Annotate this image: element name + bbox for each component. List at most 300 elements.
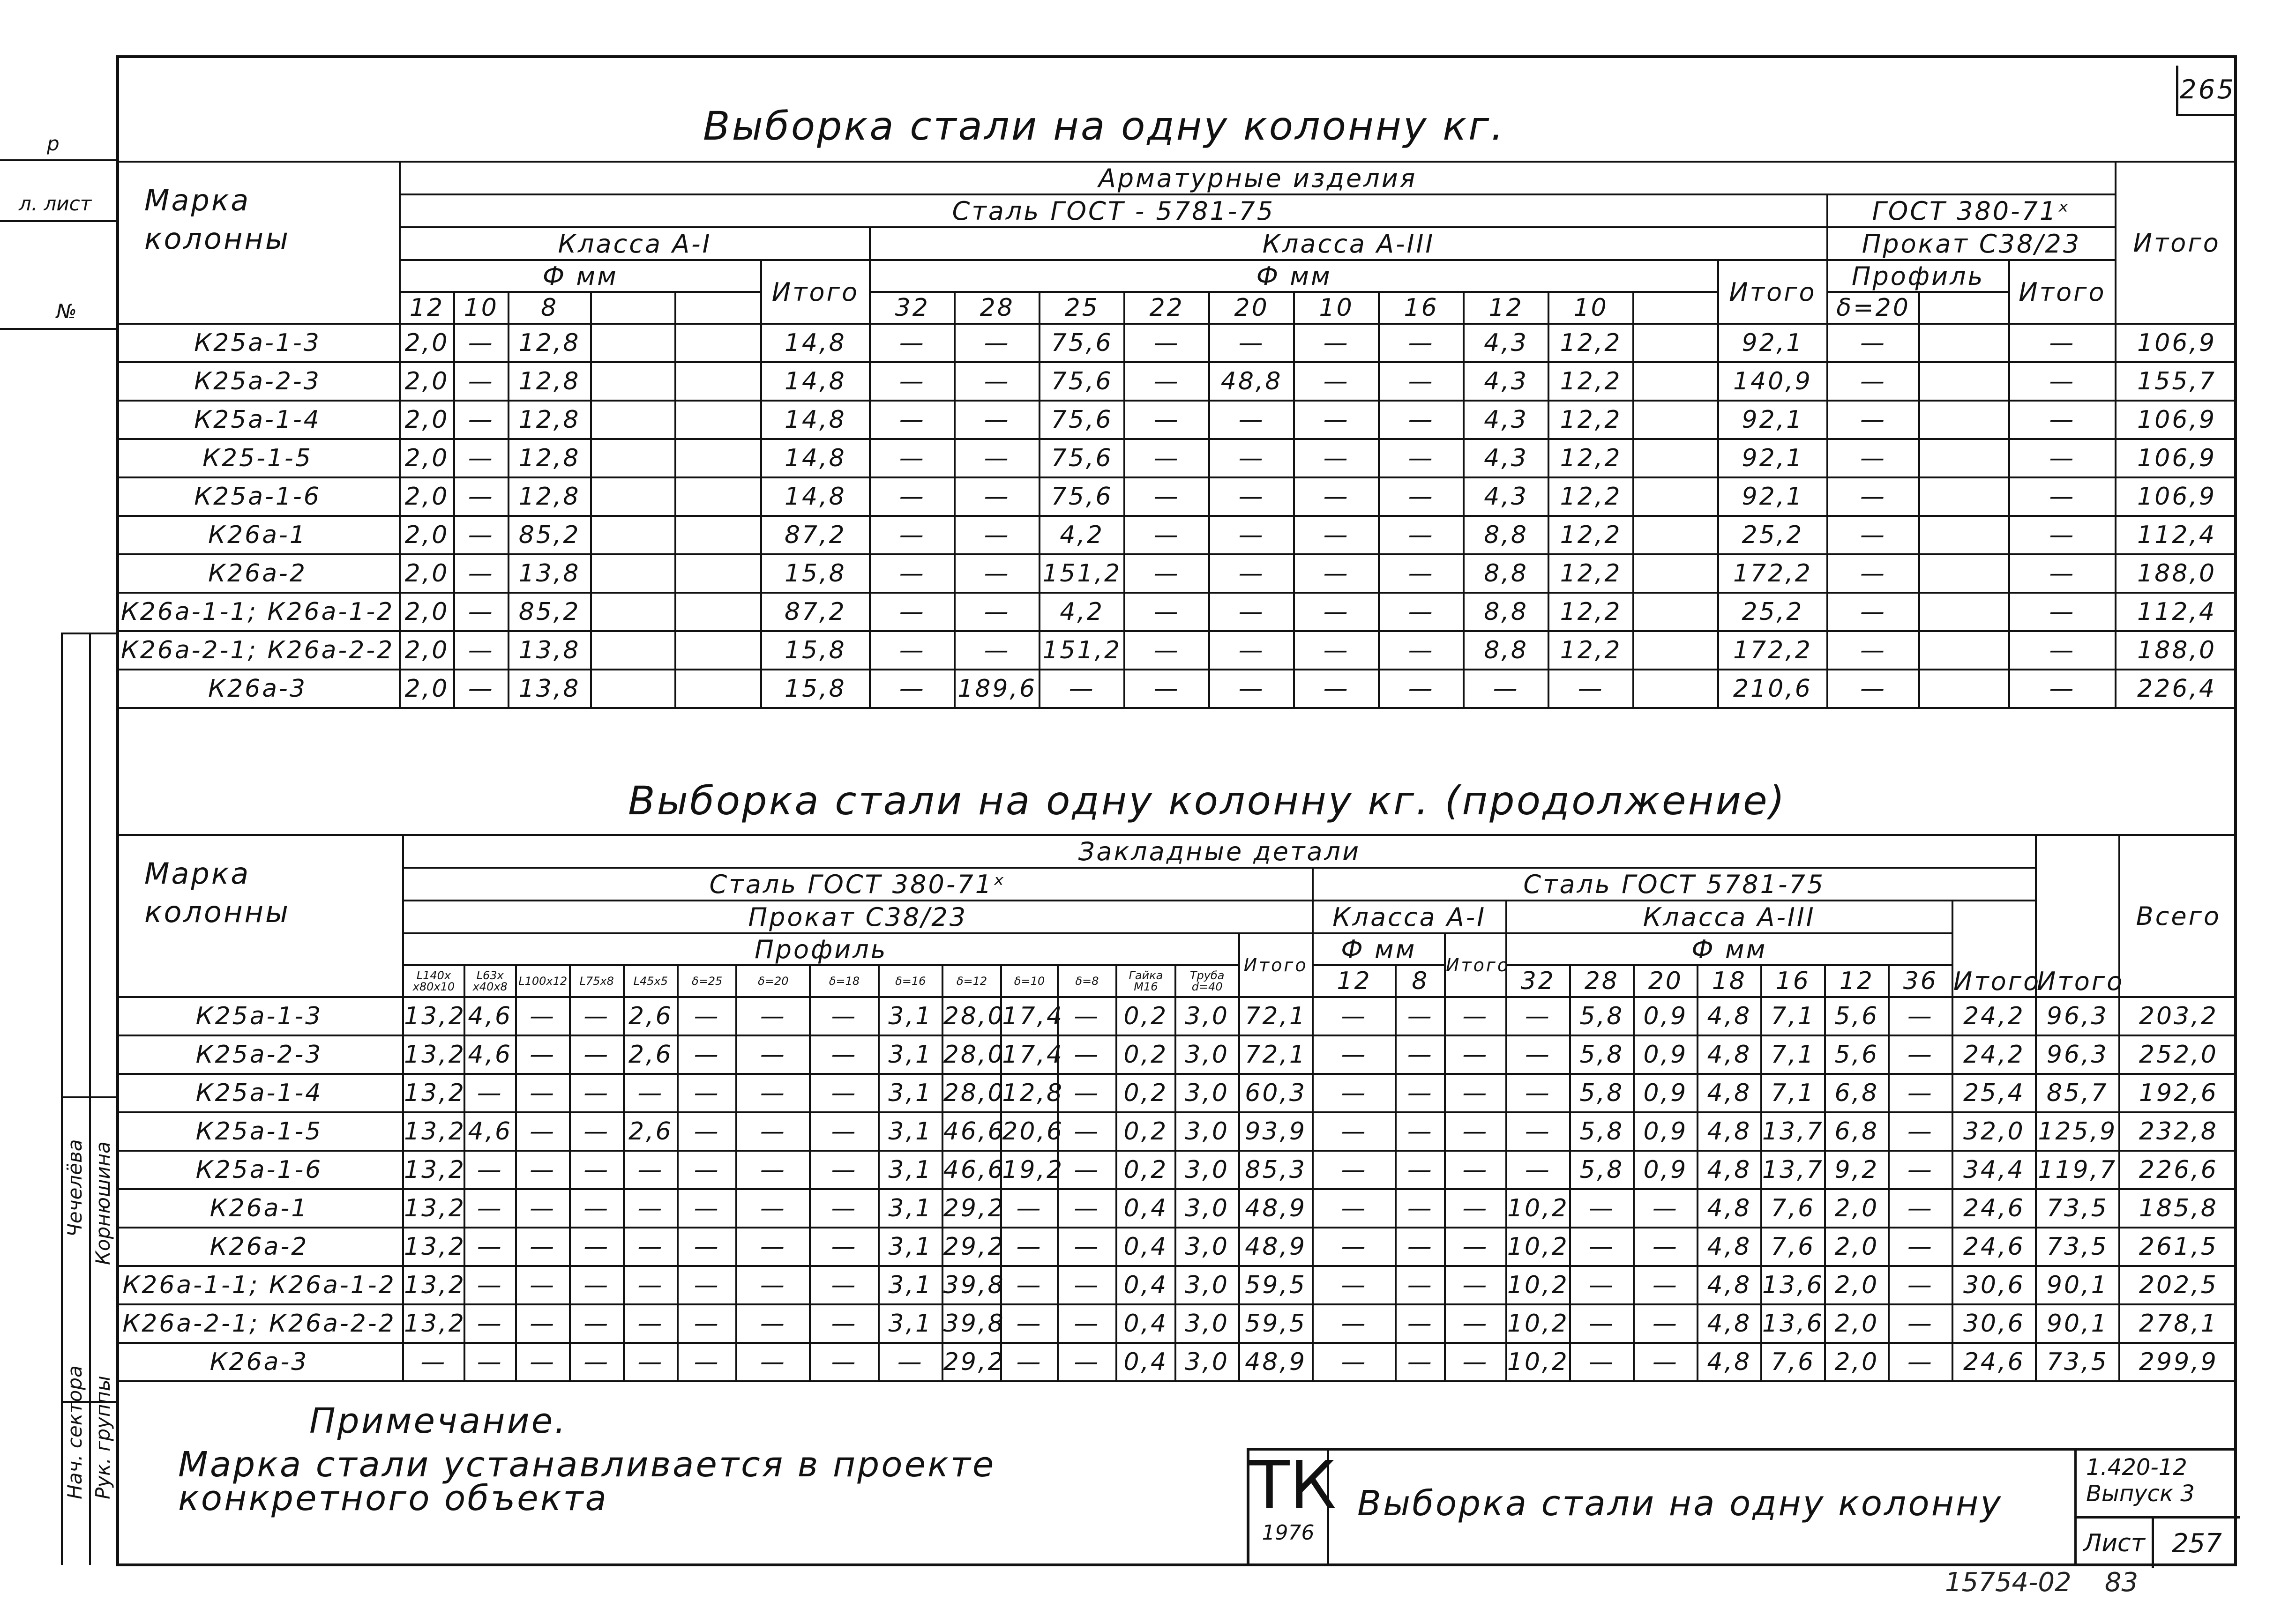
table-cell: 8,8 <box>1464 593 1548 631</box>
table-cell: — <box>810 1343 878 1381</box>
table-cell: 72,1 <box>1239 1035 1313 1074</box>
table-cell: 92,1 <box>1718 477 1827 516</box>
column-mark: К26а-2-1; К26а-2-2 <box>116 1304 403 1343</box>
table-cell: — <box>1313 1151 1396 1189</box>
table-cell: — <box>1379 439 1464 477</box>
table-cell: 24,6 <box>1952 1343 2036 1381</box>
table-cell: — <box>516 1304 570 1343</box>
table-cell: — <box>1313 1343 1396 1381</box>
table-cell: 2,0 <box>400 631 454 670</box>
table-cell: — <box>1445 1189 1506 1228</box>
t1-h-itogo3: Итого <box>1718 260 1827 324</box>
table-cell: 46,6 <box>942 1112 1002 1151</box>
table-cell: — <box>624 1151 678 1189</box>
table-cell: 112,4 <box>2116 516 2237 554</box>
table-cell: 13,2 <box>403 997 464 1035</box>
table-cell: — <box>810 1112 878 1151</box>
table-cell: — <box>1827 401 1920 439</box>
table-cell: — <box>870 401 955 439</box>
table-cell: — <box>1396 1035 1445 1074</box>
table-cell: — <box>570 1112 624 1151</box>
table-cell: — <box>1506 1074 1570 1112</box>
table-cell: — <box>1889 1304 1952 1343</box>
table-cell: — <box>1827 477 1920 516</box>
table-cell: — <box>516 1189 570 1228</box>
table-cell: 2,0 <box>1825 1266 1889 1304</box>
table-cell: — <box>454 362 509 401</box>
table-cell: — <box>1889 1035 1952 1074</box>
table-cell: — <box>1313 997 1396 1035</box>
t2-h-zakl: Закладные детали <box>403 835 2036 868</box>
table-cell: — <box>1570 1343 1634 1381</box>
t1-d-a1: 12 <box>400 292 454 324</box>
t2-d-a3: 18 <box>1698 965 1761 997</box>
table-cell: — <box>1445 1035 1506 1074</box>
table-cell: — <box>810 1151 878 1189</box>
table-cell: 0,9 <box>1634 1035 1698 1074</box>
table-cell: 2,0 <box>1825 1189 1889 1228</box>
table-cell <box>675 554 761 593</box>
t2-h-class1: Класса А-I <box>1313 901 1506 933</box>
t1-d-a3: 10 <box>1548 292 1633 324</box>
table-cell: — <box>454 439 509 477</box>
table1-title: Выборка стали на одну колонну кг. <box>703 103 1505 149</box>
table-cell: — <box>1124 477 1209 516</box>
table-cell: — <box>1889 1189 1952 1228</box>
column-mark: К25а-1-4 <box>116 401 400 439</box>
table-cell: 9,2 <box>1825 1151 1889 1189</box>
table-cell: 3,1 <box>879 1304 942 1343</box>
table-cell: 106,9 <box>2116 324 2237 362</box>
column-mark: К25а-1-4 <box>116 1074 403 1112</box>
table-cell: — <box>1396 1266 1445 1304</box>
table-cell: — <box>464 1343 516 1381</box>
table-cell: — <box>1827 516 1920 554</box>
table-cell: — <box>955 477 1040 516</box>
table-cell: 3,0 <box>1175 1112 1239 1151</box>
table-cell: 13,2 <box>403 1304 464 1343</box>
table-cell <box>591 324 676 362</box>
table-cell: 4,8 <box>1698 1266 1761 1304</box>
note-title: Примечание. <box>309 1401 568 1441</box>
table-cell: 93,9 <box>1239 1112 1313 1151</box>
t2-h-steel5781: Сталь ГОСТ 5781-75 <box>1313 868 2036 901</box>
column-mark: К26а-1-1; К26а-1-2 <box>116 1266 403 1304</box>
t2-h-class3: Класса А-III <box>1506 901 1952 933</box>
t2-d-profile: δ=12 <box>942 965 1002 997</box>
table-cell: 4,2 <box>1040 516 1124 554</box>
table-cell: — <box>678 1074 737 1112</box>
table-cell: 203,2 <box>2119 997 2237 1035</box>
strip-role-1: Нач. сектора <box>63 1365 86 1499</box>
table-row <box>116 324 2237 362</box>
table-cell <box>675 670 761 708</box>
table-cell: — <box>1396 1151 1445 1189</box>
table-cell: — <box>516 1228 570 1266</box>
table-cell: — <box>1058 1035 1117 1074</box>
table-cell: — <box>1294 554 1379 593</box>
table-cell: — <box>1058 1074 1117 1112</box>
table-cell: 2,6 <box>624 1035 678 1074</box>
table-cell: 15,8 <box>761 631 870 670</box>
table-cell: — <box>1445 1074 1506 1112</box>
table-cell: 5,6 <box>1825 1035 1889 1074</box>
table-cell: 3,1 <box>879 1189 942 1228</box>
table-cell: — <box>1209 477 1294 516</box>
table-cell: 14,8 <box>761 401 870 439</box>
column-mark: К26а-2-1; К26а-2-2 <box>116 631 400 670</box>
table-cell: 3,0 <box>1175 1151 1239 1189</box>
table-cell: 12,2 <box>1548 439 1633 477</box>
table-cell <box>591 401 676 439</box>
table-cell: 4,8 <box>1698 1035 1761 1074</box>
table-cell: — <box>1889 1151 1952 1189</box>
table-row <box>116 401 2237 439</box>
t2-d-profile: δ=16 <box>879 965 942 997</box>
table-cell: — <box>1889 1343 1952 1381</box>
table-cell: — <box>1294 631 1379 670</box>
table-cell: 48,9 <box>1239 1343 1313 1381</box>
table-cell: 73,5 <box>2036 1189 2119 1228</box>
note-text: Марка стали устанавливается в проекте конкретного объекта <box>178 1444 996 1519</box>
table-cell: 3,1 <box>879 1112 942 1151</box>
table-cell <box>675 631 761 670</box>
table-cell: — <box>879 1343 942 1381</box>
table-cell <box>675 324 761 362</box>
t2-h-itogo3: Итого <box>1952 901 2036 997</box>
table-cell: — <box>1379 401 1464 439</box>
table-cell: — <box>1124 631 1209 670</box>
table-cell <box>1633 401 1718 439</box>
table-cell <box>1919 516 2009 554</box>
table-cell: 29,2 <box>942 1189 1002 1228</box>
table-cell: 188,0 <box>2116 554 2237 593</box>
t2-h-phi3: Ф мм <box>1506 933 1952 965</box>
table-cell: 12,8 <box>509 324 591 362</box>
table-cell: — <box>1058 1343 1117 1381</box>
table-cell: 24,6 <box>1952 1228 2036 1266</box>
table-cell: 60,3 <box>1239 1074 1313 1112</box>
table-cell: — <box>1396 1112 1445 1151</box>
table-cell: — <box>1634 1343 1698 1381</box>
table-cell: — <box>870 477 955 516</box>
table-cell: 151,2 <box>1040 554 1124 593</box>
archive-stamp: 15754-02 83 <box>1945 1567 2139 1598</box>
column-mark: К26а-1-1; К26а-1-2 <box>116 593 400 631</box>
table-cell: — <box>810 1228 878 1266</box>
table-cell: 6,8 <box>1825 1112 1889 1151</box>
table-cell: 10,2 <box>1506 1228 1570 1266</box>
table-cell: 96,3 <box>2036 997 2119 1035</box>
table-cell: 25,2 <box>1718 593 1827 631</box>
table-cell: 5,8 <box>1570 997 1634 1035</box>
t1-h-prokat: Прокат С38/23 <box>1827 227 2116 260</box>
table-cell: 155,7 <box>2116 362 2237 401</box>
table-cell: 15,8 <box>761 554 870 593</box>
table-cell: 2,0 <box>400 439 454 477</box>
table-cell: 202,5 <box>2119 1266 2237 1304</box>
table-cell: — <box>464 1228 516 1266</box>
table-cell: — <box>870 631 955 670</box>
table-cell: — <box>736 1343 810 1381</box>
title-block <box>1247 1448 2237 1566</box>
table-cell: 13,8 <box>509 670 591 708</box>
column-mark: К26а-2 <box>116 1228 403 1266</box>
table-cell: 2,6 <box>624 1112 678 1151</box>
table-cell: — <box>570 1266 624 1304</box>
table-cell <box>1633 439 1718 477</box>
table-cell: 85,2 <box>509 516 591 554</box>
t2-corner: Марка колонны <box>116 835 403 997</box>
table-cell: 39,8 <box>942 1266 1002 1304</box>
t2-d-profile: δ=8 <box>1058 965 1117 997</box>
table-cell <box>675 439 761 477</box>
table-cell: 3,0 <box>1175 1304 1239 1343</box>
table-cell: 87,2 <box>761 593 870 631</box>
table-cell: — <box>1294 362 1379 401</box>
table-cell: 7,1 <box>1761 1035 1825 1074</box>
table-cell <box>591 554 676 593</box>
table-cell: 4,3 <box>1464 477 1548 516</box>
t1-d-a1: 8 <box>509 292 591 324</box>
table-cell: — <box>1001 1228 1057 1266</box>
table-cell: — <box>1058 1151 1117 1189</box>
table-cell: — <box>1058 1304 1117 1343</box>
table-cell: — <box>1124 362 1209 401</box>
table-cell: — <box>464 1151 516 1189</box>
t1-d-a1 <box>675 292 761 324</box>
table-cell: — <box>1396 1074 1445 1112</box>
table-cell: 34,4 <box>1952 1151 2036 1189</box>
t2-d-a1: 12 <box>1313 965 1396 997</box>
table-cell: 15,8 <box>761 670 870 708</box>
table-cell: 7,1 <box>1761 997 1825 1035</box>
table-cell <box>591 362 676 401</box>
table-cell: — <box>2009 554 2116 593</box>
table-cell: 30,6 <box>1952 1304 2036 1343</box>
table-cell: — <box>1124 516 1209 554</box>
t1-d-blank <box>1919 292 2009 324</box>
table-cell: — <box>570 1228 624 1266</box>
table-cell: — <box>1294 439 1379 477</box>
table-cell: 13,2 <box>403 1228 464 1266</box>
table-cell: — <box>1827 324 1920 362</box>
table-cell: — <box>736 1228 810 1266</box>
table-cell: 4,8 <box>1698 1151 1761 1189</box>
table-cell: 2,0 <box>400 477 454 516</box>
table-cell: 13,7 <box>1761 1151 1825 1189</box>
table-cell: 2,0 <box>400 593 454 631</box>
table-cell: — <box>870 554 955 593</box>
table-cell: 75,6 <box>1040 477 1124 516</box>
table-cell <box>591 439 676 477</box>
table-cell <box>1633 593 1718 631</box>
table-cell: 3,1 <box>879 1266 942 1304</box>
table-cell: — <box>1379 593 1464 631</box>
t1-d-a1: 10 <box>454 292 509 324</box>
table-cell: — <box>1313 1266 1396 1304</box>
table-cell: — <box>736 1074 810 1112</box>
table-cell: 3,0 <box>1175 997 1239 1035</box>
table-row <box>116 1035 2237 1074</box>
table-cell: — <box>624 1304 678 1343</box>
table-cell <box>1633 631 1718 670</box>
t1-h-profile: Профиль <box>1827 260 2009 292</box>
table-cell: 2,6 <box>624 997 678 1035</box>
table-cell: — <box>736 1035 810 1074</box>
table-cell: — <box>736 997 810 1035</box>
t2-h-steel380: Сталь ГОСТ 380-71ˣ <box>403 868 1313 901</box>
table-cell: — <box>1379 631 1464 670</box>
table-cell: 24,6 <box>1952 1189 2036 1228</box>
table-cell: 48,9 <box>1239 1228 1313 1266</box>
table-cell: 75,6 <box>1040 324 1124 362</box>
table-cell: — <box>955 516 1040 554</box>
table-cell: 3,0 <box>1175 1189 1239 1228</box>
table-cell: — <box>454 593 509 631</box>
table-cell: — <box>1058 1266 1117 1304</box>
table-cell: 140,9 <box>1718 362 1827 401</box>
table-cell: 92,1 <box>1718 439 1827 477</box>
table-cell: 2,0 <box>1825 1304 1889 1343</box>
table-cell: — <box>1506 1112 1570 1151</box>
table-cell: 4,8 <box>1698 1343 1761 1381</box>
table-cell: 32,0 <box>1952 1112 2036 1151</box>
table-cell: — <box>1124 593 1209 631</box>
table-cell: 5,8 <box>1570 1074 1634 1112</box>
table-cell: 4,2 <box>1040 593 1124 631</box>
table-cell: — <box>1209 631 1294 670</box>
table-cell: 12,2 <box>1548 593 1633 631</box>
table-cell: — <box>870 362 955 401</box>
table-cell: 3,0 <box>1175 1266 1239 1304</box>
table-cell: — <box>1294 516 1379 554</box>
table-cell: 14,8 <box>761 362 870 401</box>
table-cell: 4,8 <box>1698 1304 1761 1343</box>
table-cell: — <box>1209 593 1294 631</box>
strip-role-2: Рук. группы <box>91 1376 114 1499</box>
table-cell: — <box>454 670 509 708</box>
table-cell <box>675 477 761 516</box>
table-cell: — <box>1313 1228 1396 1266</box>
t2-d-a3: 32 <box>1506 965 1570 997</box>
table-cell: 12,8 <box>509 477 591 516</box>
table-cell: 28,0 <box>942 1035 1002 1074</box>
table-cell: 59,5 <box>1239 1266 1313 1304</box>
table-cell: — <box>570 997 624 1035</box>
table-cell: — <box>2009 439 2116 477</box>
table-row <box>116 554 2237 593</box>
table-row <box>116 1343 2237 1381</box>
table-row <box>116 362 2237 401</box>
table-cell: — <box>624 1074 678 1112</box>
table-cell: 0,9 <box>1634 1112 1698 1151</box>
table-cell: 39,8 <box>942 1304 1002 1343</box>
sheet-row <box>2077 1516 2240 1568</box>
table-cell: 8,8 <box>1464 516 1548 554</box>
table-cell: — <box>1396 1343 1445 1381</box>
table-cell <box>1919 477 2009 516</box>
table-cell <box>1919 631 2009 670</box>
table-cell: — <box>1445 1343 1506 1381</box>
table-cell: — <box>1313 1189 1396 1228</box>
table-cell: — <box>1001 1189 1057 1228</box>
table-cell: 12,8 <box>509 439 591 477</box>
t1-h-class3: Класса А-III <box>870 227 1827 260</box>
table-cell: — <box>1634 1304 1698 1343</box>
t1-h-phi3: Ф мм <box>870 260 1718 292</box>
table-cell: — <box>454 631 509 670</box>
table-cell <box>1633 362 1718 401</box>
table-cell: — <box>516 1074 570 1112</box>
table-cell: — <box>1827 593 1920 631</box>
table-cell: — <box>570 1343 624 1381</box>
table-cell: — <box>516 1112 570 1151</box>
t2-h-total: Всего <box>2119 835 2237 997</box>
table-cell: — <box>1379 670 1464 708</box>
table-cell: 2,0 <box>400 324 454 362</box>
t1-d-a1 <box>591 292 676 324</box>
table-cell: — <box>1827 554 1920 593</box>
table-cell: 5,8 <box>1570 1112 1634 1151</box>
table-cell: 85,7 <box>2036 1074 2119 1112</box>
table-cell: — <box>464 1189 516 1228</box>
column-mark: К26а-3 <box>116 1343 403 1381</box>
sheet-number: 257 <box>2172 1528 2222 1559</box>
t2-h-itogo1: Итого <box>1445 933 1506 997</box>
table-cell <box>1633 554 1718 593</box>
column-mark: К25а-1-6 <box>116 477 400 516</box>
table-cell: 278,1 <box>2119 1304 2237 1343</box>
table-cell: 119,7 <box>2036 1151 2119 1189</box>
table-cell: 12,2 <box>1548 477 1633 516</box>
t2-d-profile: L100x12 <box>516 965 570 997</box>
table-row <box>116 1228 2237 1266</box>
strip-name-1: Чечелёва <box>63 1139 86 1237</box>
t2-d-profile: δ=10 <box>1001 965 1057 997</box>
t2-d-profile: L140x x80x10 <box>403 965 464 997</box>
table-row <box>116 1189 2237 1228</box>
table-cell: — <box>955 362 1040 401</box>
t1-d-a3 <box>1633 292 1718 324</box>
table-row <box>116 670 2237 708</box>
column-mark: К25а-1-3 <box>116 997 403 1035</box>
table-cell: 13,2 <box>403 1266 464 1304</box>
table-cell: 12,2 <box>1548 631 1633 670</box>
table-cell: — <box>736 1151 810 1189</box>
table-cell: 24,2 <box>1952 997 2036 1035</box>
table-cell: 226,4 <box>2116 670 2237 708</box>
table-cell: — <box>2009 670 2116 708</box>
table-cell: — <box>678 1343 737 1381</box>
table-cell: 0,2 <box>1116 1035 1175 1074</box>
tk-logo <box>1249 1447 1336 1566</box>
table-cell: — <box>516 1266 570 1304</box>
table-cell: 0,4 <box>1116 1189 1175 1228</box>
table-cell: 3,1 <box>879 1035 942 1074</box>
table-cell: 75,6 <box>1040 439 1124 477</box>
table-cell: — <box>570 1035 624 1074</box>
table-cell: — <box>1124 670 1209 708</box>
column-mark: К26а-1 <box>116 516 400 554</box>
strip-label-list: л. лист <box>19 192 92 215</box>
table-row <box>116 477 2237 516</box>
t1-d-a3: 10 <box>1294 292 1379 324</box>
table-cell: — <box>678 1228 737 1266</box>
table-cell: 12,2 <box>1548 516 1633 554</box>
t2-d-a3: 12 <box>1825 965 1889 997</box>
table-cell <box>1919 362 2009 401</box>
